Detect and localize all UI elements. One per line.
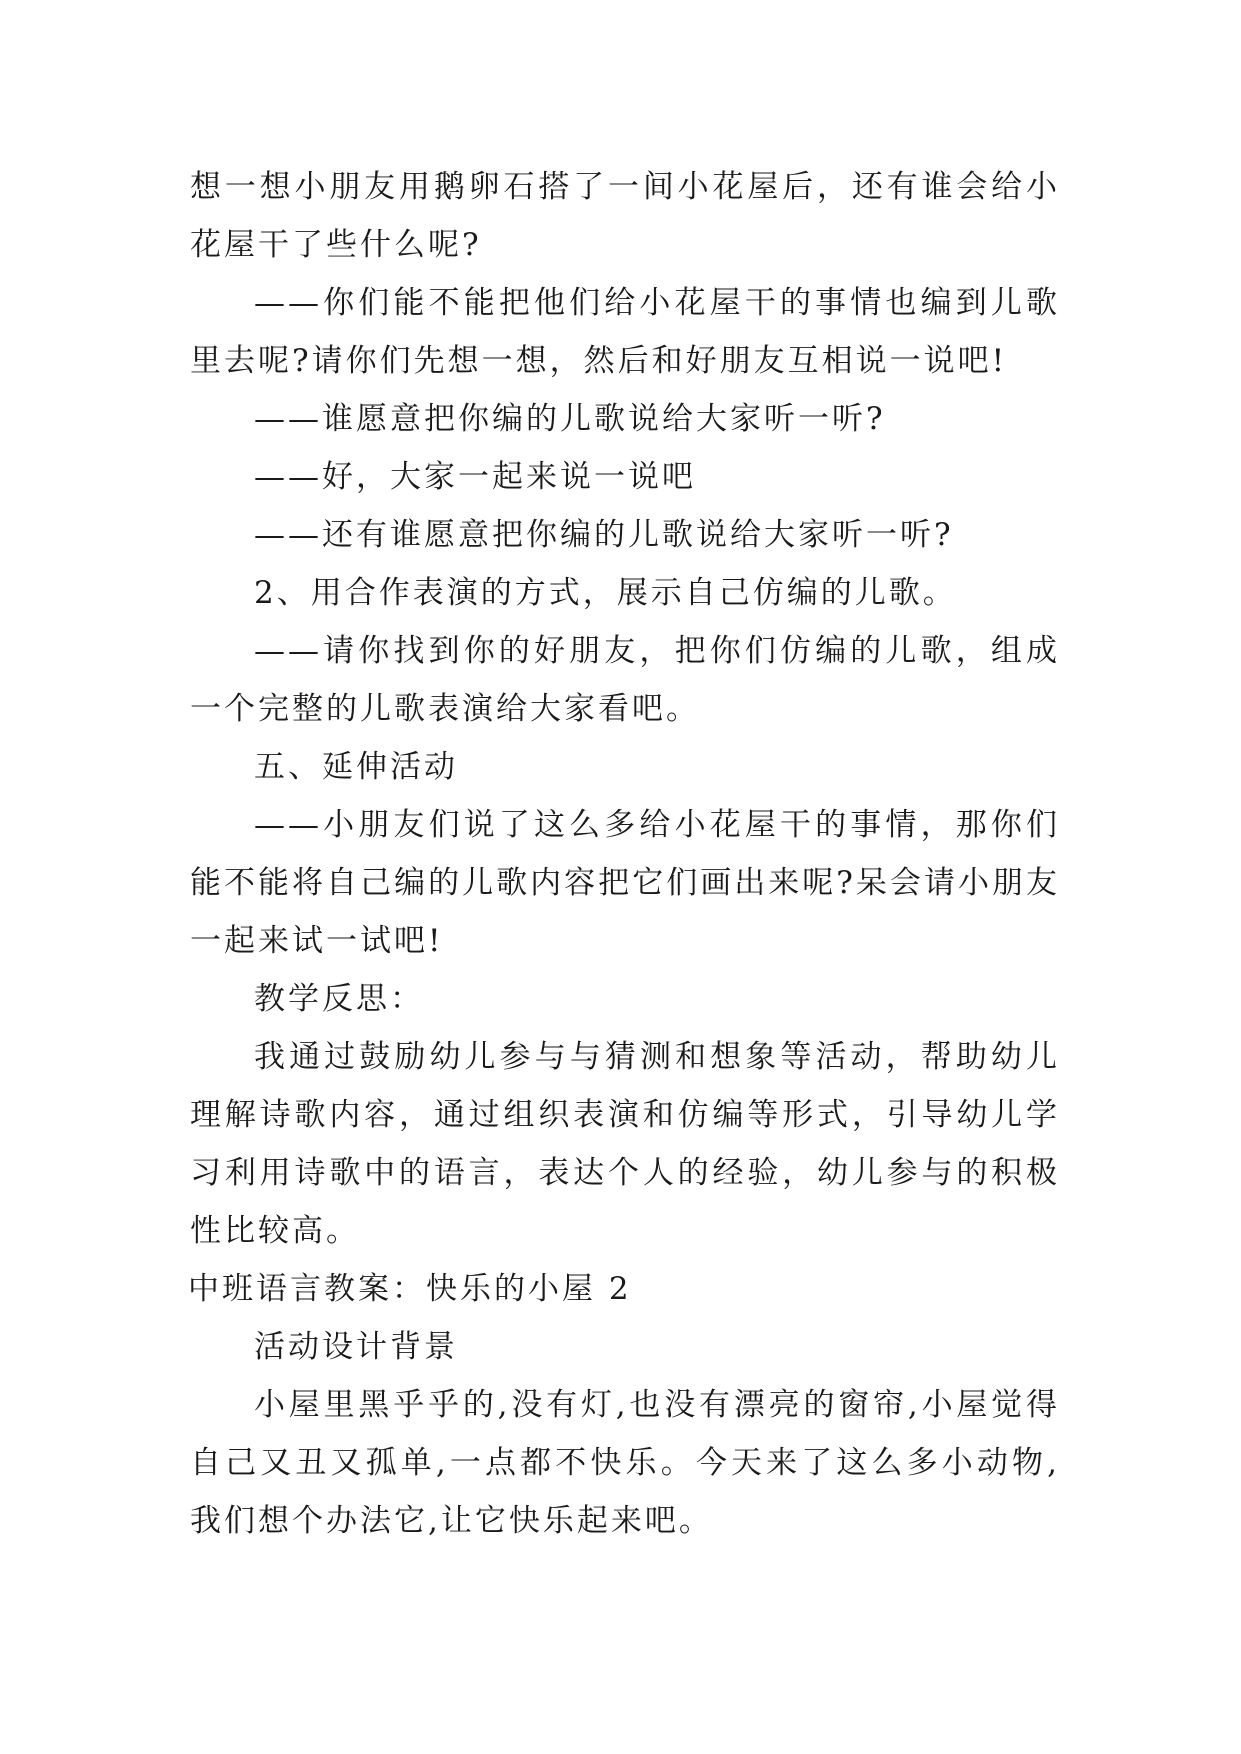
document-body xyxy=(190,158,1060,1550)
paragraph: ——谁愿意把你编的儿歌说给大家听一听? xyxy=(254,401,886,437)
section-heading: 教学反思： xyxy=(254,981,424,1017)
paragraph: ——请你找到你的好朋友，把你们仿编的儿歌，组成一个完整的儿歌表演给大家看吧。 xyxy=(190,633,1060,727)
paragraph: 想一想小朋友用鹅卵石搭了一间小花屋后，还有谁会给小花屋干了些什么呢? xyxy=(190,169,1060,263)
lesson-title: 中班语言教案：快乐的小屋 2 xyxy=(188,1271,632,1307)
section-heading: 五、延伸活动 xyxy=(254,749,458,785)
paragraph: ——好，大家一起来说一说吧 xyxy=(254,459,696,495)
paragraph: ——还有谁愿意把你编的儿歌说给大家听一听? xyxy=(254,517,954,553)
paragraph: 我通过鼓励幼儿参与与猜测和想象等活动，帮助幼儿理解诗歌内容，通过组织表演和仿编等形式，引导幼儿学习利用诗歌中的语言，表达个人的经验，幼儿参与的积极性比较高。 xyxy=(190,1039,1060,1249)
paragraph: 小屋里黑乎乎的,没有灯,也没有漂亮的窗帘,小屋觉得自己又丑又孤单,一点都不快乐。今天来了这么多小动物,我们想个办法它,让它快乐起来吧。 xyxy=(190,1387,1060,1539)
paragraph: ——你们能不能把他们给小花屋干的事情也编到儿歌里去呢?请你们先想一想，然后和好朋友互相说一说吧! xyxy=(190,285,1060,379)
section-heading: 活动设计背景 xyxy=(254,1329,458,1365)
paragraph: 2、用合作表演的方式，展示自己仿编的儿歌。 xyxy=(254,575,957,611)
paragraph: ——小朋友们说了这么多给小花屋干的事情，那你们能不能将自己编的儿歌内容把它们画出来呢?呆会请小朋友一起来试一试吧! xyxy=(190,807,1060,959)
